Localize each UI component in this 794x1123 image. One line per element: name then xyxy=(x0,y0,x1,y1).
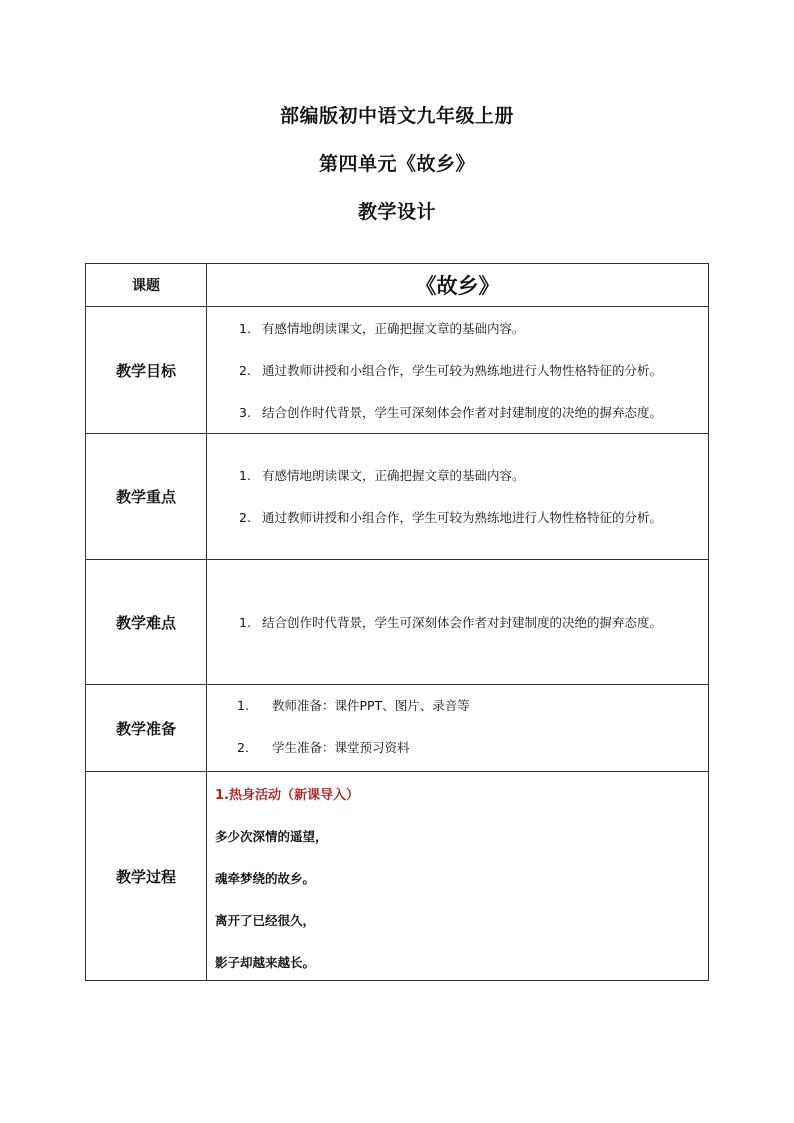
subject-label: 课题 xyxy=(86,264,207,307)
key-points-content: 1. 有感情地朗读课文，正确把握文章的基础内容。 2. 通过教师讲授和小组合作，学生可较为熟练地进行人物性格特征的分析。 xyxy=(207,434,709,560)
poem-line: 影子却越来越长。 xyxy=(215,955,316,970)
difficulties-label: 教学难点 xyxy=(86,560,207,685)
poem-line: 魂牵梦绕的故乡。 xyxy=(215,871,316,886)
process-heading: 1.热身活动（新课导入） xyxy=(215,788,359,803)
subject-value: 《故乡》 xyxy=(207,264,709,307)
row-objectives xyxy=(86,307,709,434)
row-process xyxy=(86,772,709,981)
process-label: 教学过程 xyxy=(86,772,207,981)
key-points-label: 教学重点 xyxy=(86,434,207,560)
row-subject xyxy=(86,264,709,307)
preparation-label: 教学准备 xyxy=(86,685,207,772)
objectives-content: 1. 有感情地朗读课文，正确把握文章的基础内容。 2. 通过教师讲授和小组合作，学生可较为熟练地进行人物性格特征的分析。 3. 结合创作时代背景，学生可深刻体会作者对封建制度的决绝的摒弃态度。 xyxy=(207,307,709,434)
lesson-plan-table xyxy=(85,263,709,981)
row-key-points xyxy=(86,434,709,560)
row-preparation xyxy=(86,685,709,772)
poem-line: 离开了已经很久， xyxy=(215,913,316,928)
document-title xyxy=(0,104,794,248)
preparation-content: 1. 教师准备：课件PPT、图片、录音等 2. 学生准备：课堂预习资料 xyxy=(207,685,709,772)
title-line-grade: 部编版初中语文九年级上册 xyxy=(279,105,514,127)
title-line-unit: 第四单元《故乡》 xyxy=(318,153,475,175)
process-content xyxy=(207,772,709,981)
row-difficulties xyxy=(86,560,709,685)
objectives-label: 教学目标 xyxy=(86,307,207,434)
difficulties-content: 1. 结合创作时代背景，学生可深刻体会作者对封建制度的决绝的摒弃态度。 xyxy=(207,560,709,685)
poem-line: 多少次深情的遥望， xyxy=(215,829,328,844)
title-line-design: 教学设计 xyxy=(357,201,436,223)
